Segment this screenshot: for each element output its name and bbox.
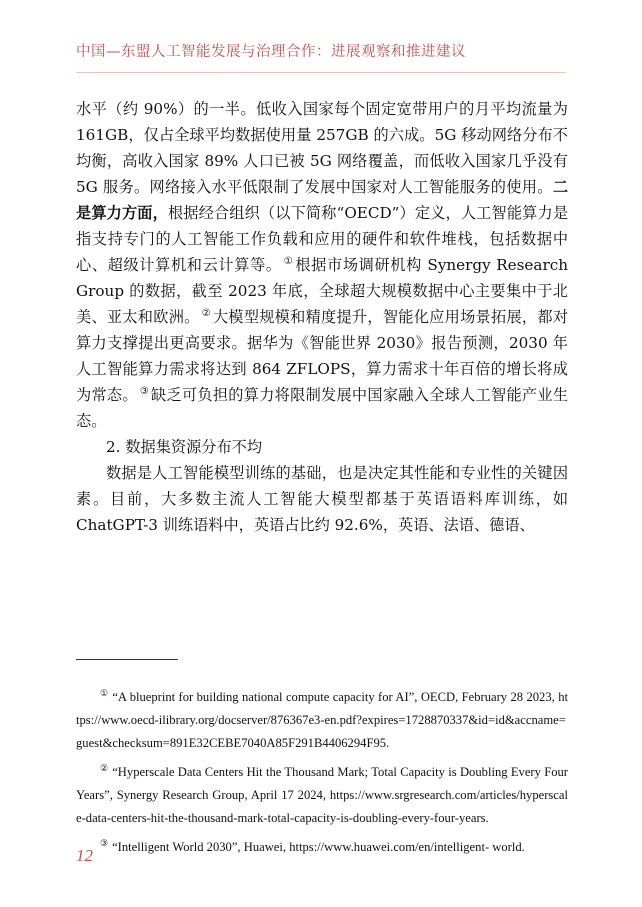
footnote-2 — [76, 757, 568, 830]
footnote-ref-2[interactable]: ② — [201, 308, 211, 319]
section-heading: 2. 数据集资源分布不均 — [106, 438, 263, 456]
footnote-ref-3[interactable]: ③ — [139, 386, 150, 397]
paragraph-1-part-e: 缺乏可负担的算力将限制发展中国家融入全球人工智能产业生态。 — [76, 386, 569, 430]
body-text — [76, 96, 568, 538]
paragraph-1-part-a: 水平（约 90%）的一半。低收入国家每个固定宽带用户的月平均流量为 161GB，仅占全球平均数据使用量 257GB 的六成。5G 移动网络分布不均衡，高收入国家 89% 人口已被 5G 网络覆盖，而低收入国家几乎没有 5G 服务。网络接入水平低限制了发展中国家对人工智能服务的使用。 — [76, 100, 568, 196]
footnote-3-text: “Intelligent World 2030”, Huawei, https://www.huawei.com/en/intelligent- world. — [112, 840, 525, 854]
paragraph-1-part-b: 根据经合组织（以下简称“OECD”）定义，人工智能算力是指支持专门的人工智能工作负载和应用的硬件和软件堆栈，包括数据中心、超级计算机和云计算等。 — [76, 204, 569, 274]
footnote-1 — [76, 682, 568, 755]
footnote-1-text: “A blueprint for building national compute capacity for AI”, OECD, February 28 2023, https://www.oecd-ilibrary.org/docserver/876367e3-en.pdf?expires=1728870337&id=id&accname=guest&checksum=891E32CEBE7040A85F291B4406294F95. — [76, 690, 568, 750]
paragraph-1-part-d: 大模型规模和精度提升，智能化应用场景拓展，都对算力支撑提出更高要求。据华为《智能世界 2030》报告预测，2030 年人工智能算力需求将达到 864 ZFLOPS，算力需求十年百倍的增长将成为常态。 — [76, 308, 569, 404]
footnote-3 — [76, 832, 568, 859]
footnotes — [76, 682, 568, 861]
paragraph-1-part-c: 根据市场调研机构 Synergy Research Group 的数据，截至 2023 年底，全球超大规模数据中心主要集中于北美、亚太和欧洲。 — [76, 256, 569, 326]
running-header: 中国—东盟人工智能发展与治理合作：进展观察和推进建议 — [76, 44, 466, 60]
footnote-2-number: ② — [100, 763, 109, 773]
footnote-2-text: “Hyperscale Data Centers Hit the Thousand Mark; Total Capacity is Doubling Every Four Years”, Synergy Research Group, April 17 2024, https://www.srgresearch.com/articles/hyperscale-data-centers-hit-the-thousand-mark-total-capacity-is-doubling-every-four-years. — [76, 765, 568, 825]
page-number: 12 — [76, 846, 93, 865]
header-divider — [76, 72, 566, 73]
footnote-ref-1[interactable]: ① — [283, 256, 294, 267]
paragraph-2: 数据是人工智能模型训练的基础，也是决定其性能和专业性的关键因素。目前，大多数主流人工智能大模型都基于英语语料库训练，如 ChatGPT-3 训练语料中，英语占比约 92.6%，英语、法语、德语、 — [76, 464, 568, 534]
bold-lead-compute: 二是算力方面， — [76, 178, 568, 222]
footnote-1-number: ① — [100, 688, 109, 698]
footnote-divider — [76, 659, 178, 660]
footnote-3-number: ③ — [100, 838, 109, 848]
paragraph-1 — [76, 96, 568, 434]
